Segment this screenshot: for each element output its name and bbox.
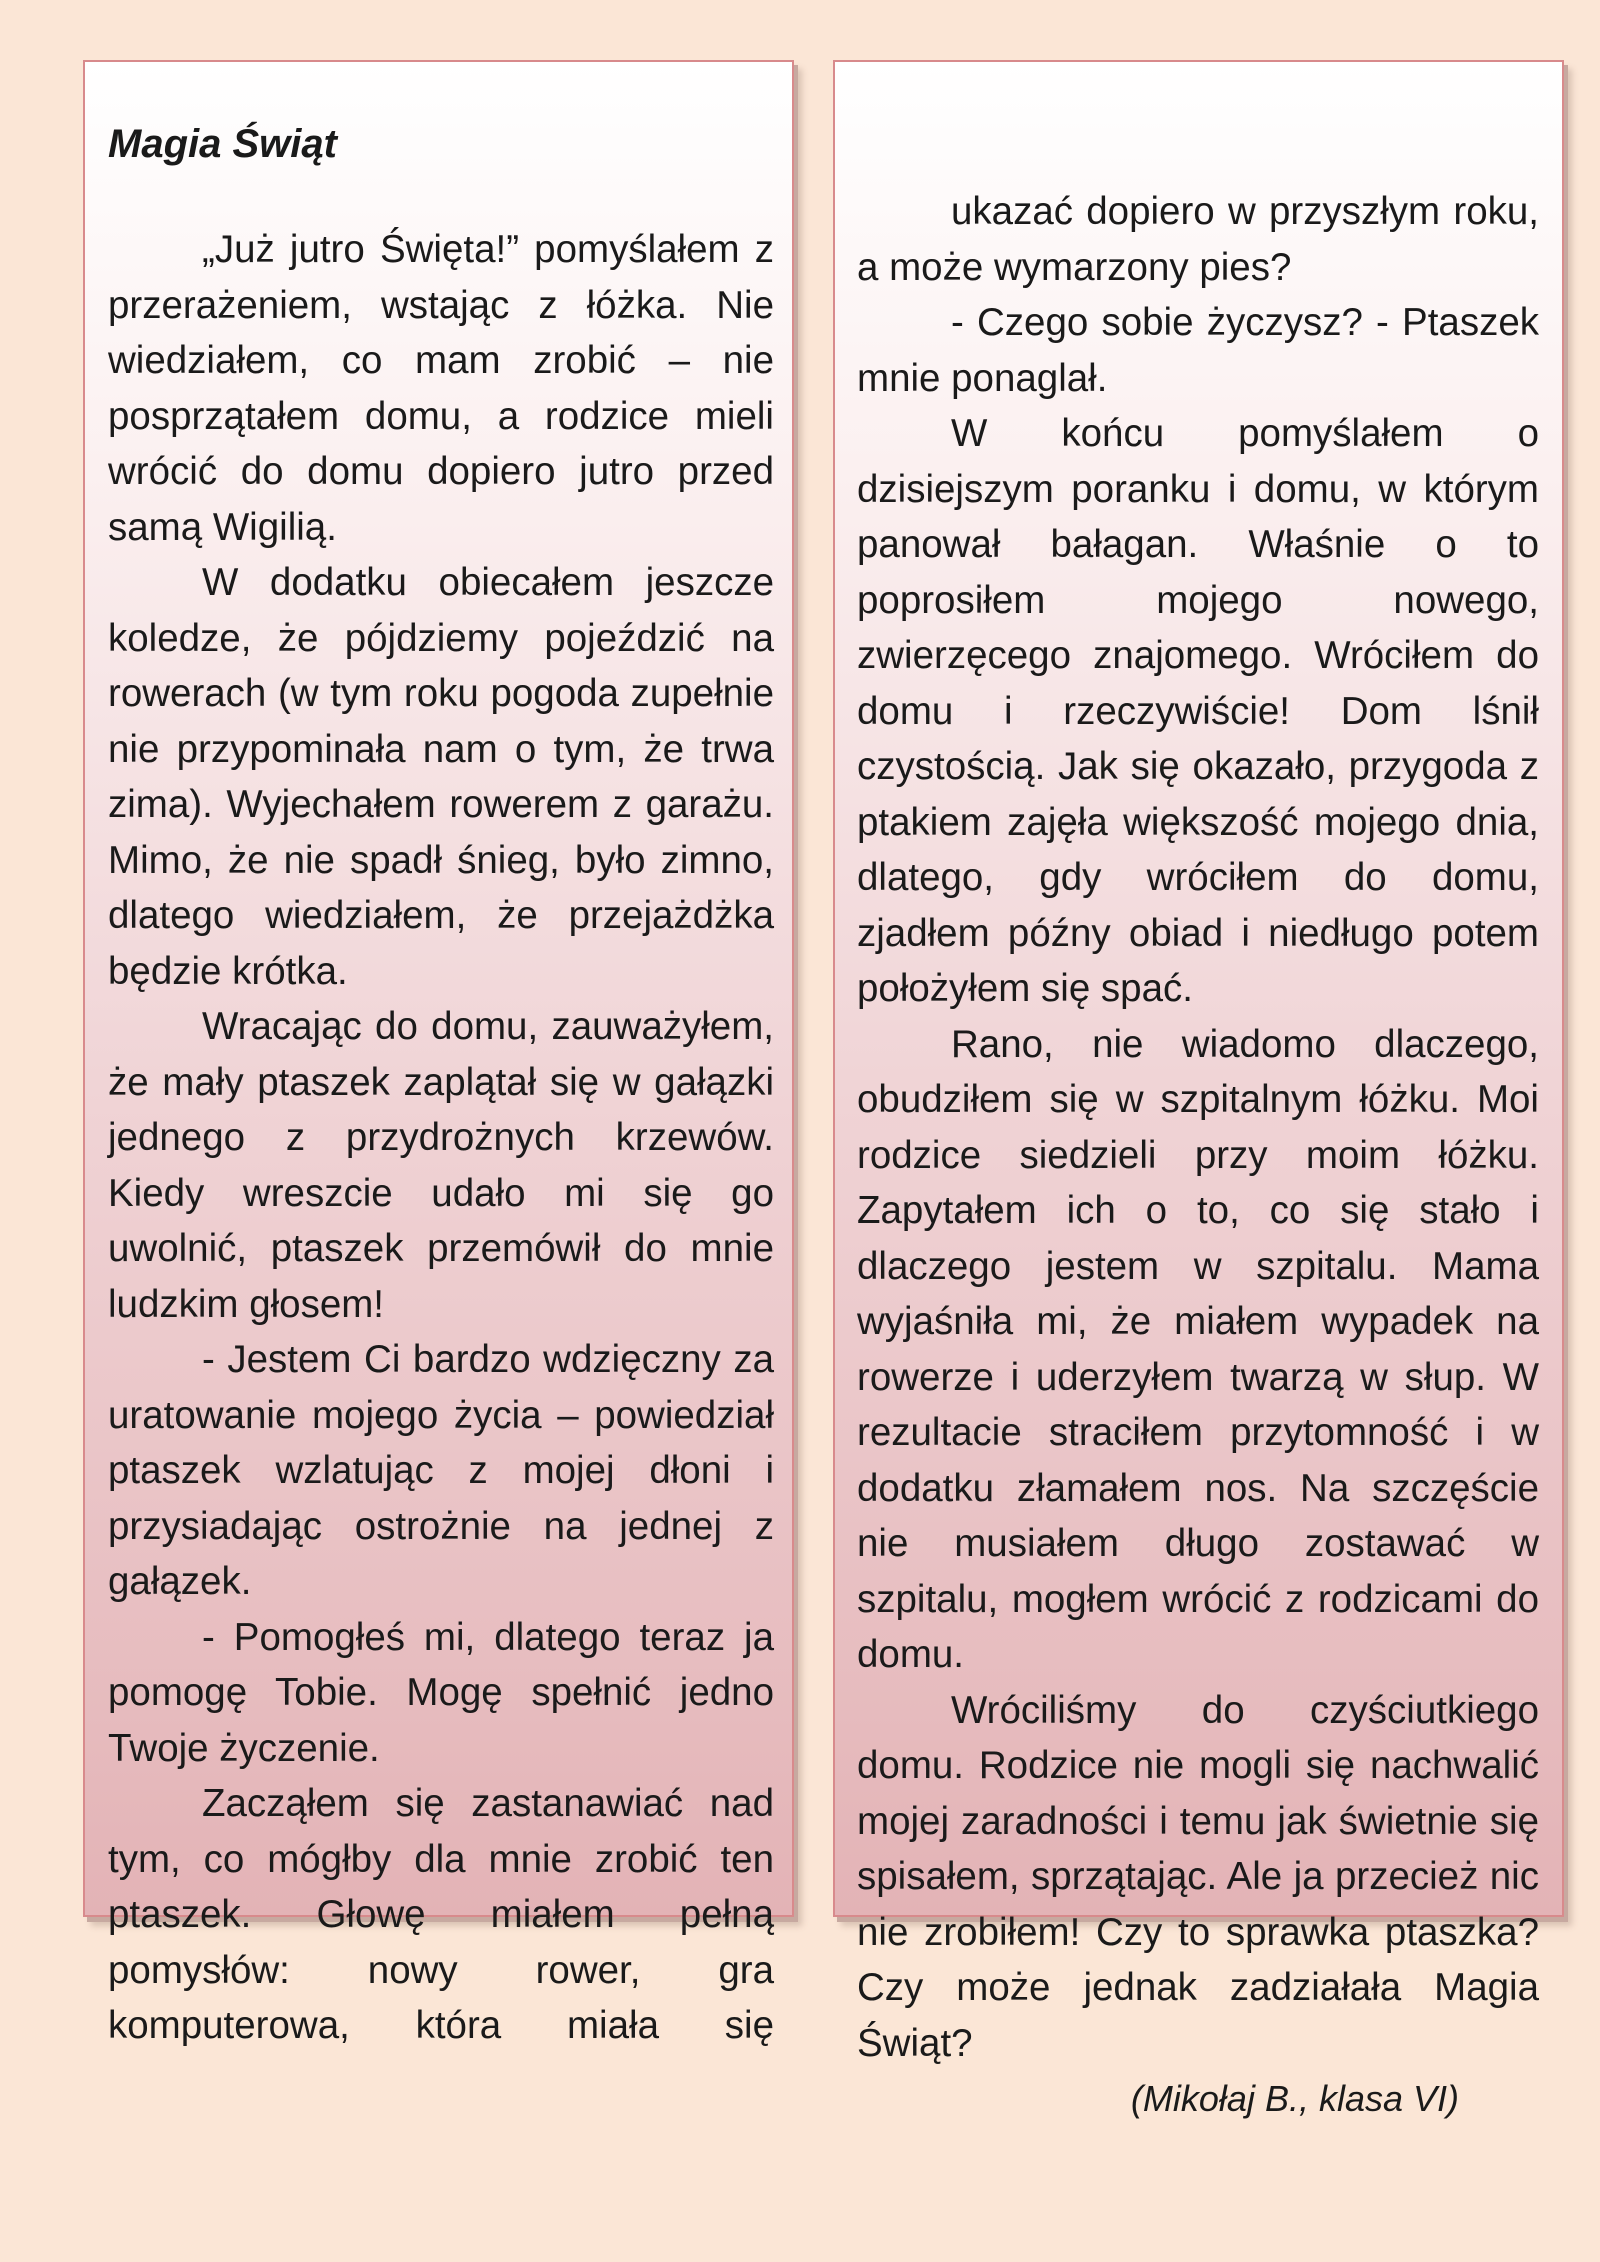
- paragraph: - Jestem Ci bardzo wdzięczny za uratowanie mojego życia – powiedział ptaszek wzlatując z mojej dłoni i przysiadając ostrożnie na jednej z gałązek.: [108, 1338, 774, 1603]
- right-column-text: [857, 184, 1539, 2127]
- right-text-panel: [833, 60, 1564, 2119]
- paragraph: „Już jutro Święta!” pomyślałem z przerażeniem, wstając z łóżka. Nie wiedziałem, co mam zrobić – nie posprzątałem domu, a rodzice mieli wrócić do domu dopiero jutro przed samą Wigilią.: [108, 228, 774, 549]
- paragraph: Zacząłem się zastanawiać nad tym, co mógłby dla mnie zrobić ten ptaszek. Głowę miałem pełną pomysłów: nowy rower, gra komputerowa, która miała się: [108, 1782, 774, 2047]
- paragraph: W końcu pomyślałem o dzisiejszym poranku i domu, w którym panował bałagan. Właśnie o to poprosiłem mojego nowego, zwierzęcego znajomego. Wróciłem do domu i rzeczywiście! Dom lśnił czystością. Jak się okazało, przygoda z ptakiem zajęła większość mojego dnia, dlatego, gdy wróciłem do domu, zjadłem późny obiad i niedługo potem położyłem się spać.: [857, 412, 1539, 1010]
- paragraph: Wróciliśmy do czyściutkiego domu. Rodzice nie mogli się nachwalić mojej zaradności i temu jak świetnie się spisałem, sprzątając. Ale ja przecież nic nie zrobiłem! Czy to sprawka ptaszka? Czy może jednak zadziałała Magia Świąt?: [857, 1688, 1539, 2065]
- paragraph: Rano, nie wiadomo dlaczego, obudziłem się w szpitalnym łóżku. Moi rodzice siedzieli przy moim łóżku. Zapytałem ich o to, co się stało i dlaczego jestem w szpitalu. Mama wyjaśniła mi, że miałem wypadek na rowerze i uderzyłem twarzą w słup. W rezultacie straciłem przytomność i w dodatku złamałem nos. Na szczęście nie musiałem długo zostawać w szpitalu, mogłem wrócić z rodzicami do domu.: [857, 1022, 1539, 1676]
- paragraph: - Czego sobie życzysz? - Ptaszek mnie ponaglał.: [857, 301, 1539, 400]
- paragraph: ukazać dopiero w przyszłym roku, a może wymarzony pies?: [857, 190, 1539, 289]
- article-title: Magia Świąt: [108, 122, 337, 166]
- paragraph: W dodatku obiecałem jeszcze koledze, że pójdziemy pojeździć na rowerach (w tym roku pogoda zupełnie nie przypominała nam o tym, że trwa zima). Wyjechałem rowerem z garażu. Mimo, że nie spadł śnieg, było zimno, dlatego wiedziałem, że przejażdżka będzie krótka.: [108, 561, 774, 993]
- paragraph: Wracając do domu, zauważyłem, że mały ptaszek zaplątał się w gałązki jednego z przydrożnych krzewów. Kiedy wreszcie udało mi się go uwolnić, ptaszek przemówił do mnie ludzkim głosem!: [108, 1005, 774, 1326]
- author-signature: (Mikołaj B., klasa VI): [1130, 2078, 1459, 2119]
- left-column-text: [108, 222, 774, 2054]
- left-text-panel: [83, 60, 794, 2047]
- paragraph: - Pomogłeś mi, dlatego teraz ja pomogę Tobie. Mogę spełnić jedno Twoje życzenie.: [108, 1615, 774, 1770]
